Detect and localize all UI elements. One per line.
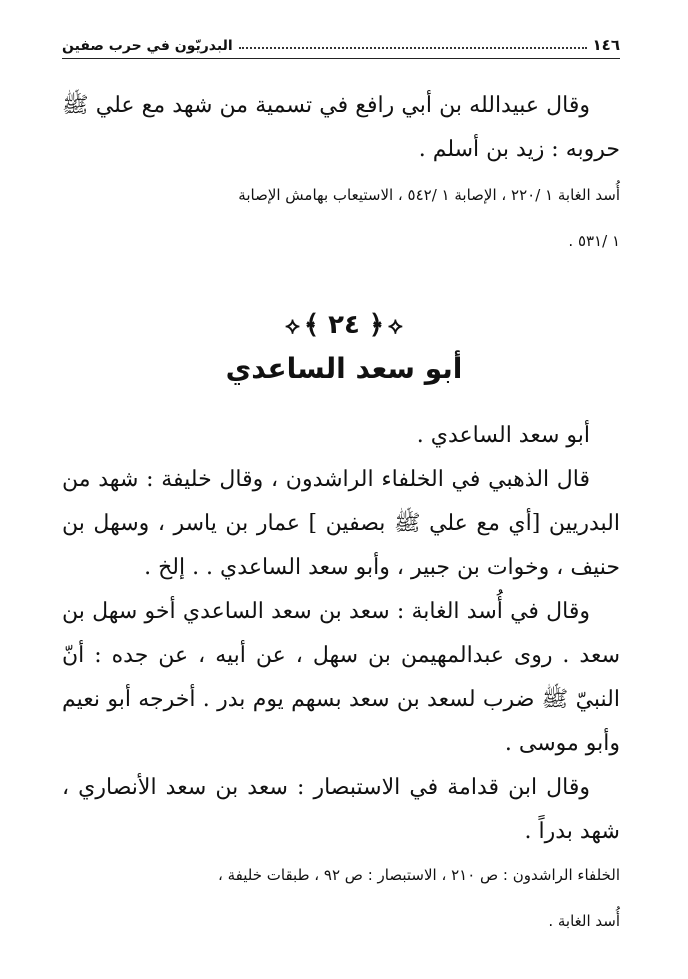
section1-text (62, 84, 620, 172)
running-title: البدريّون في حرب صفين (62, 38, 233, 54)
section2-note-line2: أُسد الغابة . (548, 912, 620, 930)
entry-number: ﴿ ٢٤ ﴾ (303, 310, 385, 340)
section2-note-line1: الخلفاء الراشدون : ص ٢١٠ ، الاستبصار : ص ٩٢ ، طبقات خليفة ، (218, 866, 620, 884)
section1-note-line2: ١ /٥٣١ . (568, 232, 620, 250)
section1-source-note (62, 172, 620, 264)
ornament-right-icon: ⟡ (388, 314, 403, 339)
header-dot-leader (239, 47, 587, 49)
section2-paragraph1: قال الذهبي في الخلفاء الراشدون ، وقال خليفة : شهد من البدريين [أي مع علي ﷺ بصفين ] عمار بن ياسر ، وسهل بن حنيف ، وخوات بن جبير ، وأبو سعد الساعدي . . إلخ . (62, 467, 620, 580)
section2-paragraph2: وقال في أُسد الغابة : سعد بن سعد الساعدي أخو سهل بن سعد . روى عبدالمهيمن بن سهل ، عن أبيه ، عن جده : أنّ النبيّ ﷺ ضرب لسعد بن سعد بسهم يوم بدر . أخرجه أبو نعيم وأبو موسى . (62, 599, 620, 756)
running-header (62, 28, 620, 54)
section1-paragraph: وقال عبيدالله بن أبي رافع في تسمية من شهد مع علي ﷺ حروبه : زيد بن أسلم . (62, 93, 620, 162)
section2-paragraph3: وقال ابن قدامة في الاستبصار : سعد بن سعد الأنصاري ، شهد بدراً . (62, 775, 620, 844)
section2-source-note (62, 852, 620, 944)
header-rule (62, 58, 620, 59)
section1-note-line1: أُسد الغابة ١ /٢٢٠ ، الإصابة ١ /٥٤٢ ، الاستيعاب بهامش الإصابة (238, 186, 620, 204)
page-number: ١٤٦ (592, 36, 620, 54)
section2-intro: أبو سعد الساعدي . (416, 423, 590, 448)
entry-title: أبو سعد الساعدي (225, 352, 463, 385)
ornament-left-icon: ⟡ (285, 314, 300, 339)
section2-text (62, 414, 620, 854)
entry-number-heading (0, 310, 688, 340)
